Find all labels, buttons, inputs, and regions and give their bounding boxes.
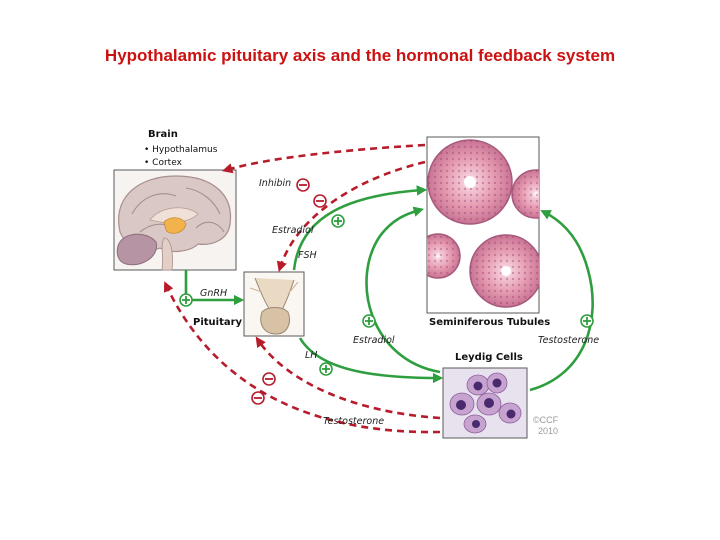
plus-sign-gnrh [180,294,192,306]
plus-sign-estradiol-right [363,315,375,327]
minus-sign-estradiol [314,195,326,207]
brain-heading: Brain [148,129,178,140]
pituitary-illustration [244,272,304,336]
pituitary-label: Pituitary [193,317,243,328]
minus-sign-testosterone-upper [263,373,275,385]
fsh-label: FSH [298,250,317,261]
slide-title: Hypothalamic pituitary axis and the hormonal feedback system [104,46,616,65]
minus-sign-testosterone-lower [252,392,264,404]
minus-sign-inhibin [297,179,309,191]
seminiferous-tubules-illustration [416,137,560,328]
inhibin-label: Inhibin [259,178,292,189]
brain-illustration [114,170,236,270]
brain-item-cortex: • Cortex [144,158,182,168]
testosterone-right-label: Testosterone [538,335,600,346]
estradiol-right-label: Estradiol [353,335,395,346]
brain-legend [144,129,218,168]
copyright-line1: ©CCF [533,415,559,425]
plus-sign-testosterone-right [581,315,593,327]
testosterone-bottom-label: Testosterone [323,416,385,427]
estradiol-top-label: Estradiol [272,225,314,236]
plus-sign-fsh [332,215,344,227]
leydig-cells-illustration [443,352,527,438]
leydig-cells-label: Leydig Cells [455,352,523,363]
seminiferous-tubules-label: Seminiferous Tubules [429,317,551,328]
plus-sign-lh [320,363,332,375]
copyright-line2: 2010 [538,426,559,436]
lh-label: LH [305,350,318,361]
brain-item-hypothalamus: • Hypothalamus [144,145,218,155]
gnrh-label: GnRH [200,288,228,299]
